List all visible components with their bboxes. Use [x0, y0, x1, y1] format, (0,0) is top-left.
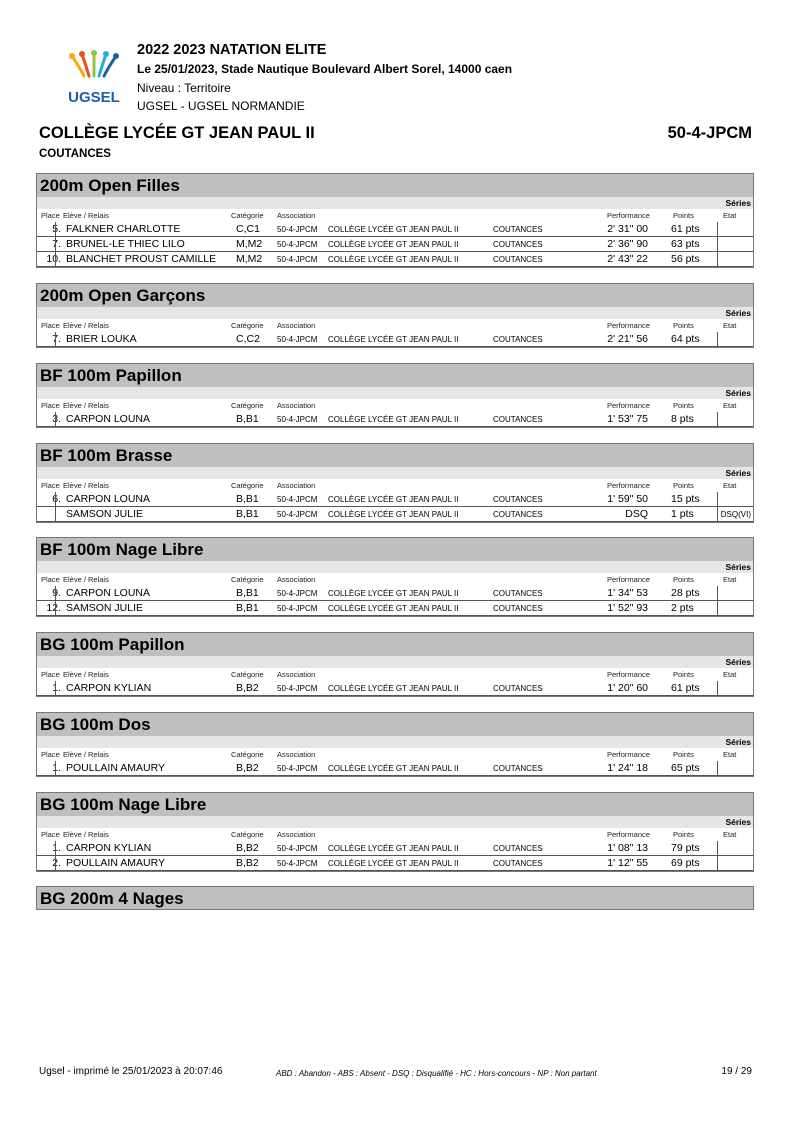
col-association-header: Association — [277, 321, 316, 330]
category: B,B2 — [236, 682, 259, 694]
organisation: UGSEL - UGSEL NORMANDIE — [137, 99, 305, 113]
col-points-header: Points — [673, 321, 694, 330]
club-name: COLLÈGE LYCÉE GT JEAN PAUL II — [328, 604, 459, 613]
col-place-header: Place — [41, 750, 60, 759]
page-title: 2022 2023 NATATION ELITE — [137, 42, 327, 58]
col-name-header: Elève / Relais — [63, 830, 109, 839]
row-divider — [37, 426, 753, 427]
col-etat-header: Etat — [723, 830, 737, 839]
column-divider — [717, 507, 718, 522]
column-divider — [717, 412, 718, 427]
club-name: COLLÈGE LYCÉE GT JEAN PAUL II — [328, 240, 459, 249]
event-section — [36, 537, 754, 617]
performance: DSQ — [625, 508, 648, 520]
event-title: 200m Open Filles — [36, 173, 754, 197]
club-city: COUTANCES — [39, 148, 111, 160]
swimmer-name: CARPON LOUNA — [66, 413, 151, 425]
column-divider — [55, 412, 56, 427]
performance: 1' 08" 13 — [607, 842, 648, 854]
col-points-header: Points — [673, 401, 694, 410]
column-divider — [55, 252, 56, 267]
col-etat-header: Etat — [723, 321, 737, 330]
row-divider — [37, 615, 753, 616]
series-label: Séries — [37, 197, 753, 209]
column-divider — [717, 586, 718, 601]
etat: DSQ(VI) — [720, 510, 751, 519]
col-association-header: Association — [277, 211, 316, 220]
col-place-header: Place — [41, 321, 60, 330]
table-row — [37, 332, 753, 347]
col-performance-header: Performance — [607, 481, 650, 490]
points: 61 pts — [671, 682, 700, 694]
club-city: COUTANCES — [493, 240, 543, 249]
performance: 1' 52" 93 — [607, 602, 648, 614]
place: 2. — [52, 857, 61, 869]
col-category-header: Catégorie — [231, 481, 264, 490]
print-date: Ugsel - imprimé le 25/01/2023 à 20:07:46 — [39, 1066, 223, 1077]
row-divider — [37, 346, 753, 347]
event-section — [36, 283, 754, 348]
performance: 1' 34" 53 — [607, 587, 648, 599]
col-performance-header: Performance — [607, 401, 650, 410]
performance: 1' 59" 50 — [607, 493, 648, 505]
swimmer-name: SAMSON JULIE — [66, 602, 144, 614]
category: M,M2 — [236, 238, 263, 250]
column-headers — [37, 828, 753, 841]
points: 28 pts — [671, 587, 700, 599]
club-name: COLLÈGE LYCÉE GT JEAN PAUL II — [328, 510, 459, 519]
event-section — [36, 886, 754, 910]
club-name: COLLÈGE LYCÉE GT JEAN PAUL II — [328, 335, 459, 344]
col-association-header: Association — [277, 575, 316, 584]
col-category-header: Catégorie — [231, 321, 264, 330]
performance: 1' 20" 60 — [607, 682, 648, 694]
association-code: 50-4-JPCM — [277, 589, 318, 598]
association-code: 50-4-JPCM — [277, 225, 318, 234]
series-label: Séries — [37, 307, 753, 319]
event-section — [36, 443, 754, 523]
performance: 1' 53" 75 — [607, 413, 648, 425]
place: 7. — [52, 333, 61, 345]
category: C,C2 — [236, 333, 260, 345]
performance: 1' 12" 55 — [607, 857, 648, 869]
column-headers — [37, 668, 753, 681]
results-table — [36, 197, 754, 268]
swimmer-name: BRIER LOUKA — [66, 333, 137, 345]
col-etat-header: Etat — [723, 750, 737, 759]
col-category-header: Catégorie — [231, 575, 264, 584]
col-association-header: Association — [277, 830, 316, 839]
performance: 1' 24" 18 — [607, 762, 648, 774]
association-code: 50-4-JPCM — [277, 415, 318, 424]
col-performance-header: Performance — [607, 211, 650, 220]
col-etat-header: Etat — [723, 670, 737, 679]
swimmer-name: BLANCHET PROUST CAMILLE — [66, 253, 217, 265]
column-divider — [717, 601, 718, 616]
col-points-header: Points — [673, 670, 694, 679]
col-etat-header: Etat — [723, 211, 737, 220]
results-table — [36, 656, 754, 697]
club-name: COLLÈGE LYCÉE GT JEAN PAUL II — [328, 225, 459, 234]
table-row — [37, 412, 753, 427]
series-label: Séries — [37, 736, 753, 748]
club-city: COUTANCES — [493, 684, 543, 693]
club-city: COUTANCES — [493, 415, 543, 424]
col-category-header: Catégorie — [231, 211, 264, 220]
points: 8 pts — [671, 413, 694, 425]
col-association-header: Association — [277, 401, 316, 410]
column-divider — [717, 856, 718, 871]
points: 56 pts — [671, 253, 700, 265]
club-city: COUTANCES — [493, 764, 543, 773]
club-city: COUTANCES — [493, 225, 543, 234]
association-code: 50-4-JPCM — [277, 495, 318, 504]
col-name-header: Elève / Relais — [63, 321, 109, 330]
column-divider — [55, 761, 56, 776]
category: C,C1 — [236, 223, 260, 235]
club-name: COLLÈGE LYCÉE GT JEAN PAUL II — [328, 764, 459, 773]
swimmer-name: CARPON KYLIAN — [66, 842, 152, 854]
association-code: 50-4-JPCM — [277, 240, 318, 249]
club-name: COLLÈGE LYCÉE GT JEAN PAUL II — [39, 124, 315, 142]
series-label: Séries — [37, 561, 753, 573]
event-title: BG 100m Dos — [36, 712, 754, 736]
column-divider — [717, 681, 718, 696]
results-table — [36, 467, 754, 523]
table-row — [37, 586, 753, 601]
swimmer-name: BRUNEL-LE THIEC LILO — [66, 238, 185, 250]
table-row — [37, 237, 753, 252]
performance: 2' 43" 22 — [607, 253, 648, 265]
association-code: 50-4-JPCM — [277, 255, 318, 264]
club-code: 50-4-JPCM — [667, 124, 752, 142]
table-row — [37, 507, 753, 522]
place: 9. — [52, 587, 61, 599]
column-divider — [55, 841, 56, 856]
club-name: COLLÈGE LYCÉE GT JEAN PAUL II — [328, 495, 459, 504]
col-name-header: Elève / Relais — [63, 401, 109, 410]
row-divider — [37, 775, 753, 776]
event-section — [36, 712, 754, 777]
col-place-header: Place — [41, 830, 60, 839]
column-headers — [37, 399, 753, 412]
table-row — [37, 222, 753, 237]
swimmer-name: SAMSON JULIE — [66, 508, 144, 520]
club-city: COUTANCES — [493, 495, 543, 504]
association-code: 50-4-JPCM — [277, 764, 318, 773]
swimmer-name: FALKNER CHARLOTTE — [66, 223, 181, 235]
col-points-header: Points — [673, 750, 694, 759]
points: 1 pts — [671, 508, 694, 520]
category: B,B1 — [236, 508, 259, 520]
series-label: Séries — [37, 656, 753, 668]
points: 2 pts — [671, 602, 694, 614]
table-row — [37, 761, 753, 776]
column-divider — [55, 222, 56, 237]
place: 7. — [52, 238, 61, 250]
results-table — [36, 387, 754, 428]
col-points-header: Points — [673, 481, 694, 490]
table-row — [37, 601, 753, 616]
col-name-header: Elève / Relais — [63, 481, 109, 490]
column-divider — [717, 761, 718, 776]
col-performance-header: Performance — [607, 830, 650, 839]
column-divider — [717, 332, 718, 347]
table-row — [37, 492, 753, 507]
svg-text:UGSEL: UGSEL — [68, 89, 120, 106]
row-divider — [37, 695, 753, 696]
column-headers — [37, 479, 753, 492]
column-headers — [37, 573, 753, 586]
points: 79 pts — [671, 842, 700, 854]
association-code: 50-4-JPCM — [277, 684, 318, 693]
event-section — [36, 173, 754, 268]
col-association-header: Association — [277, 481, 316, 490]
column-divider — [717, 252, 718, 267]
column-divider — [717, 237, 718, 252]
performance: 2' 21" 56 — [607, 333, 648, 345]
points: 69 pts — [671, 857, 700, 869]
col-category-header: Catégorie — [231, 401, 264, 410]
club-name: COLLÈGE LYCÉE GT JEAN PAUL II — [328, 589, 459, 598]
club-name: COLLÈGE LYCÉE GT JEAN PAUL II — [328, 415, 459, 424]
category: B,B1 — [236, 413, 259, 425]
club-city: COUTANCES — [493, 335, 543, 344]
page-number: 19 / 29 — [721, 1066, 752, 1077]
performance: 2' 36" 90 — [607, 238, 648, 250]
level: Niveau : Territoire — [137, 81, 231, 95]
col-etat-header: Etat — [723, 575, 737, 584]
place: 12. — [46, 602, 61, 614]
club-city: COUTANCES — [493, 604, 543, 613]
club-city: COUTANCES — [493, 589, 543, 598]
place: 10. — [46, 253, 61, 265]
club-city: COUTANCES — [493, 859, 543, 868]
association-code: 50-4-JPCM — [277, 604, 318, 613]
column-divider — [55, 586, 56, 601]
club-name: COLLÈGE LYCÉE GT JEAN PAUL II — [328, 844, 459, 853]
col-place-header: Place — [41, 670, 60, 679]
event-title: BG 200m 4 Nages — [36, 886, 754, 910]
row-divider — [37, 870, 753, 871]
results-table — [36, 816, 754, 872]
place: 5. — [52, 223, 61, 235]
series-label: Séries — [37, 816, 753, 828]
column-headers — [37, 209, 753, 222]
col-name-header: Elève / Relais — [63, 670, 109, 679]
swimmer-name: CARPON KYLIAN — [66, 682, 152, 694]
col-etat-header: Etat — [723, 481, 737, 490]
row-divider — [37, 266, 753, 267]
performance: 2' 31" 00 — [607, 223, 648, 235]
col-points-header: Points — [673, 211, 694, 220]
col-category-header: Catégorie — [231, 750, 264, 759]
event-title: BG 100m Nage Libre — [36, 792, 754, 816]
event-title: BF 100m Nage Libre — [36, 537, 754, 561]
association-code: 50-4-JPCM — [277, 844, 318, 853]
swimmer-name: CARPON LOUNA — [66, 587, 151, 599]
association-code: 50-4-JPCM — [277, 859, 318, 868]
place: 3. — [52, 413, 61, 425]
col-performance-header: Performance — [607, 575, 650, 584]
points: 63 pts — [671, 238, 700, 250]
table-row — [37, 252, 753, 267]
column-headers — [37, 748, 753, 761]
event-title: BG 100m Papillon — [36, 632, 754, 656]
table-row — [37, 841, 753, 856]
col-name-header: Elève / Relais — [63, 575, 109, 584]
club-city: COUTANCES — [493, 510, 543, 519]
column-divider — [55, 492, 56, 507]
points: 64 pts — [671, 333, 700, 345]
category: B,B1 — [236, 587, 259, 599]
club-name: COLLÈGE LYCÉE GT JEAN PAUL II — [328, 859, 459, 868]
col-name-header: Elève / Relais — [63, 211, 109, 220]
column-divider — [717, 222, 718, 237]
col-performance-header: Performance — [607, 321, 650, 330]
column-divider — [717, 492, 718, 507]
swimmer-name: POULLAIN AMAURY — [66, 762, 166, 774]
column-divider — [55, 332, 56, 347]
place: 1. — [52, 682, 61, 694]
event-section — [36, 632, 754, 697]
points: 65 pts — [671, 762, 700, 774]
col-place-header: Place — [41, 481, 60, 490]
category: B,B2 — [236, 842, 259, 854]
col-place-header: Place — [41, 401, 60, 410]
column-divider — [55, 601, 56, 616]
column-divider — [55, 507, 56, 522]
col-name-header: Elève / Relais — [63, 750, 109, 759]
points: 15 pts — [671, 493, 700, 505]
category: B,B1 — [236, 493, 259, 505]
meeting-info: Le 25/01/2023, Stade Nautique Boulevard Albert Sorel, 14000 caen — [137, 62, 513, 76]
event-section — [36, 363, 754, 428]
association-code: 50-4-JPCM — [277, 510, 318, 519]
club-name: COLLÈGE LYCÉE GT JEAN PAUL II — [328, 684, 459, 693]
association-code: 50-4-JPCM — [277, 335, 318, 344]
place: 1. — [52, 842, 61, 854]
series-label: Séries — [37, 467, 753, 479]
col-place-header: Place — [41, 575, 60, 584]
series-label: Séries — [37, 387, 753, 399]
column-divider — [717, 841, 718, 856]
event-title: BF 100m Papillon — [36, 363, 754, 387]
results-table — [36, 736, 754, 777]
column-divider — [55, 681, 56, 696]
results-table — [36, 307, 754, 348]
col-category-header: Catégorie — [231, 830, 264, 839]
category: M,M2 — [236, 253, 263, 265]
column-divider — [55, 237, 56, 252]
event-section — [36, 792, 754, 872]
column-headers — [37, 319, 753, 332]
place: 1. — [52, 762, 61, 774]
col-etat-header: Etat — [723, 401, 737, 410]
column-divider — [55, 856, 56, 871]
col-association-header: Association — [277, 750, 316, 759]
results-table — [36, 561, 754, 617]
table-row — [37, 856, 753, 871]
points: 61 pts — [671, 223, 700, 235]
category: B,B2 — [236, 857, 259, 869]
club-city: COUTANCES — [493, 255, 543, 264]
table-row — [37, 681, 753, 696]
col-performance-header: Performance — [607, 670, 650, 679]
category: B,B1 — [236, 602, 259, 614]
event-title: BF 100m Brasse — [36, 443, 754, 467]
swimmer-name: POULLAIN AMAURY — [66, 857, 166, 869]
col-place-header: Place — [41, 211, 60, 220]
club-city: COUTANCES — [493, 844, 543, 853]
club-name: COLLÈGE LYCÉE GT JEAN PAUL II — [328, 255, 459, 264]
col-category-header: Catégorie — [231, 670, 264, 679]
col-points-header: Points — [673, 575, 694, 584]
category: B,B2 — [236, 762, 259, 774]
col-association-header: Association — [277, 670, 316, 679]
swimmer-name: CARPON LOUNA — [66, 493, 151, 505]
legend: ABD : Abandon - ABS : Absent - DSQ : Disqualifié - HC : Hors-concours - NP : Non partant — [276, 1069, 597, 1078]
col-performance-header: Performance — [607, 750, 650, 759]
row-divider — [37, 521, 753, 522]
col-points-header: Points — [673, 830, 694, 839]
ugsel-logo — [62, 50, 126, 106]
event-title: 200m Open Garçons — [36, 283, 754, 307]
place: 6. — [52, 493, 61, 505]
